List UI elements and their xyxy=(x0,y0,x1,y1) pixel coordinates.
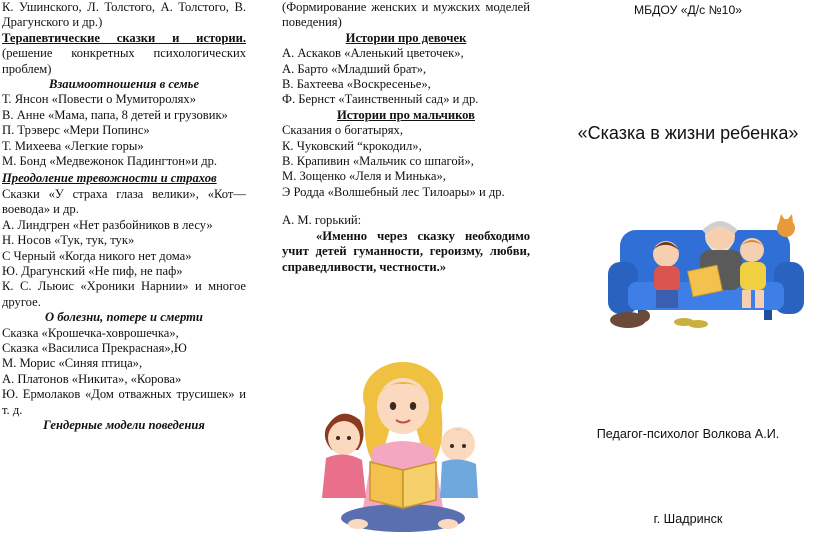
institution-name: МБДОУ «Д/с №10» xyxy=(633,3,743,17)
baby-face xyxy=(441,427,475,461)
illness-item: Ю. Ермолаков «Дом отважных трусишек» и т. д. xyxy=(2,387,246,417)
family-heading: Взаимоотношения в семье xyxy=(48,77,200,92)
city-name: г. Шадринск xyxy=(653,512,723,526)
cover-column xyxy=(560,0,816,550)
boy-shirt xyxy=(654,266,680,292)
anxiety-item: К. С. Льюис «Хроники Нарнии» и многое другое. xyxy=(2,279,246,309)
middle-column xyxy=(278,0,534,550)
family-item: В. Анне «Мама, папа, 8 детей и грузовик» xyxy=(2,107,228,122)
family-item: М. Бонд «Медвежонок Падингтон»и др. xyxy=(2,154,218,169)
quote-text: «Именно через сказку необходимо учит детей гуманности, героизму, любви, справедливости, честности.» xyxy=(282,228,530,274)
left-intro: К. Ушинского, Л. Толстого, А. Толстого, В. Драгунского и др.) xyxy=(2,0,246,30)
author-name: Педагог-психолог Волкова А.И. xyxy=(596,427,780,441)
boys-item: В. Крапивин «Мальчик со шпагой», xyxy=(282,154,474,169)
therapeutic-description: (решение конкретных психологических проблем) xyxy=(2,46,246,76)
anxiety-item: А. Линдгрен «Нет разбойников в лесу» xyxy=(2,217,213,232)
anxiety-item: С Черный «Когда никого нет дома» xyxy=(2,248,192,263)
boys-item: Сказания о богатырях, xyxy=(282,123,403,138)
illness-item: Сказка «Василиса Прекрасная»,Ю xyxy=(2,340,187,355)
girls-item: В. Бахтеева «Воскресенье», xyxy=(282,77,431,92)
anxiety-item: Ю. Драгунский «Не пиф, не паф» xyxy=(2,263,183,278)
anxiety-heading: Преодоление тревожности и страхов xyxy=(2,171,217,186)
grandpa-book xyxy=(688,265,723,297)
boys-item: Э Родда «Волшебный лес Тилоары» и др. xyxy=(282,184,505,199)
girls-item: А. Барто «Младший брат», xyxy=(282,61,427,76)
girls-heading: Истории про девочек xyxy=(345,30,467,45)
illness-item: М. Морис «Синяя птица», xyxy=(2,356,143,371)
family-item: П. Трэверс «Мери Попинс» xyxy=(2,123,150,138)
boys-item: К. Чуковский “крокодил», xyxy=(282,138,422,153)
mother-reading-illustration xyxy=(318,358,488,538)
girl-dress xyxy=(740,262,766,290)
baby-outfit xyxy=(440,459,478,498)
family-item: Т. Михеева «Легкие горы» xyxy=(2,138,144,153)
girls-item: Ф. Бернст «Таинственный сад» и др. xyxy=(282,92,479,107)
anxiety-item: Н. Носов «Тук, тук, тук» xyxy=(2,233,135,248)
left-column xyxy=(0,0,250,550)
boys-item: М. Зощенко «Леля и Минька», xyxy=(282,169,446,184)
illness-item: А. Платонов «Никита», «Корова» xyxy=(2,371,182,386)
girl-face xyxy=(328,421,360,455)
therapeutic-paragraph xyxy=(2,31,246,77)
brochure-title: «Сказка в жизни ребенка» xyxy=(577,123,799,143)
girls-item: А. Аскаков «Аленький цветочек», xyxy=(282,46,464,61)
anxiety-item: Сказки «У страха глаза велики», «Кот—воевода» и др. xyxy=(2,186,246,217)
open-book xyxy=(370,462,403,508)
boys-heading: Истории про мальчиков xyxy=(337,107,475,122)
family-on-sofa-illustration xyxy=(604,206,810,336)
quote-author: А. М. горький: xyxy=(282,213,362,228)
gender-heading: Гендерные модели поведения xyxy=(43,417,205,432)
girl-dress xyxy=(322,454,366,498)
mother-face xyxy=(377,378,429,434)
family-item: Т. Янсон «Повести о Мумиторолях» xyxy=(2,92,196,107)
illness-heading: О болезни, потере и смерти xyxy=(45,310,203,325)
illness-item: Сказка «Крошечка-ховрошечка», xyxy=(2,325,179,340)
middle-intro: (Формирование женских и мужских моделей поведения) xyxy=(282,0,530,30)
therapeutic-heading: Терапевтические сказки и истории. xyxy=(2,30,246,45)
